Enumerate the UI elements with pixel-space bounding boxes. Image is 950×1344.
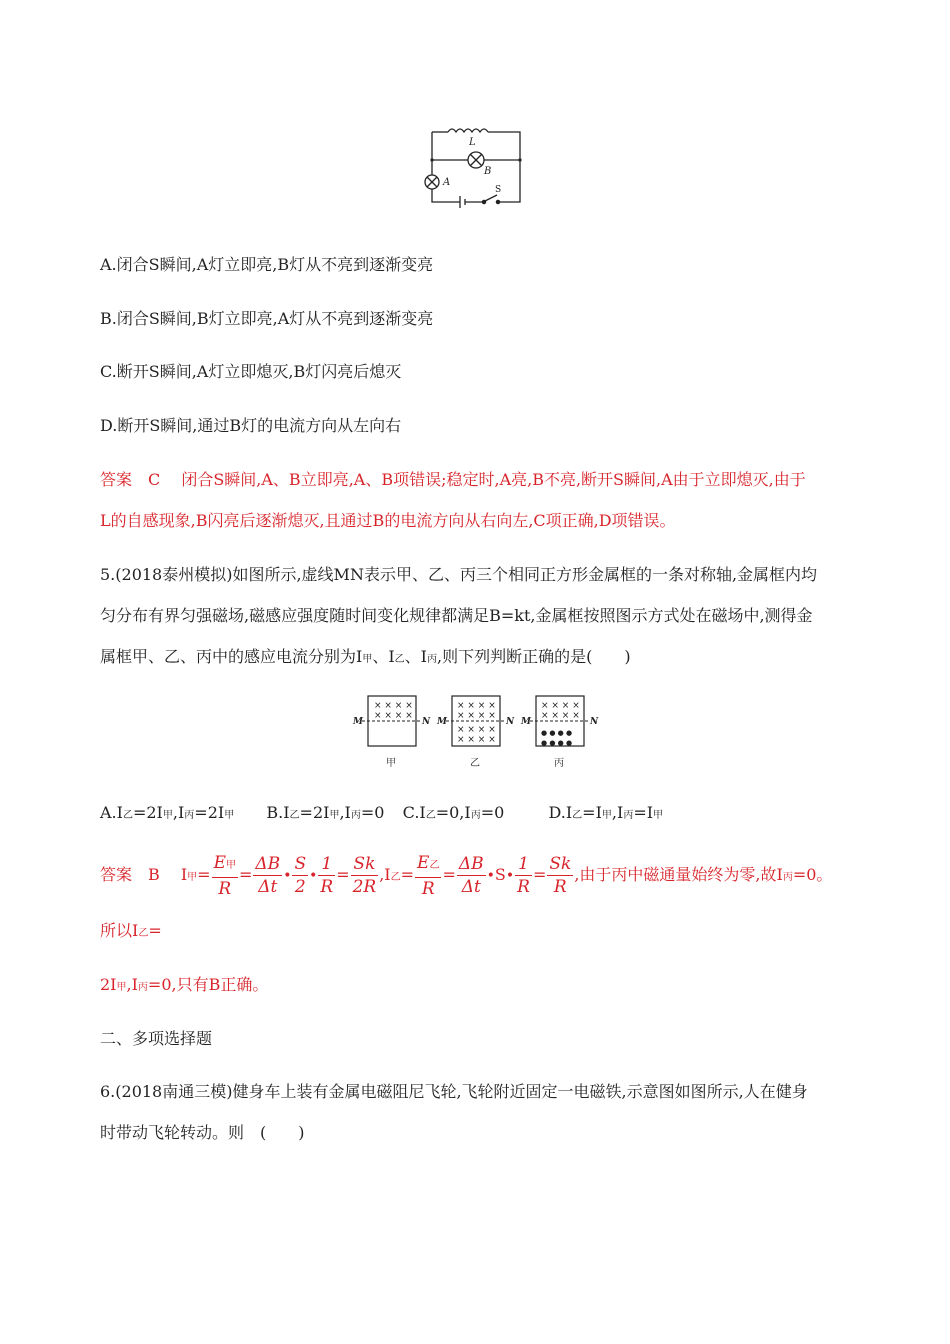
question-6-line1: 6.(2018南通三模)健身车上装有金属电磁阻尼飞轮,飞轮附近固定一电磁铁,示意图如图所示,人在健身 <box>100 1082 808 1101</box>
svg-text:× × × ×: × × × × <box>457 701 496 711</box>
svg-text:N: N <box>506 717 515 727</box>
svg-text:乙: 乙 <box>470 758 480 769</box>
answer-5-line1: 答案 B I甲= $\frac{\text{E甲}}{R}$ = $\frac{\Delta B}{\Delta t}$ • $\frac{S}{2}$ • $\frac{1}{R}$ = $\frac{Sk}{2R}$ ,I乙= $\frac{\text{E乙}}{R}$ = $\frac{\Delta B}{\Delta t}$ •S• $\frac{1}{R}$ = $\frac{Sk}{R}$ ,由于丙中磁通量始终为零,故I丙=0。 <box>100 852 833 899</box>
svg-text:N: N <box>590 717 599 727</box>
svg-text:× × × ×: × × × × <box>457 711 496 721</box>
svg-text:M: M <box>437 717 447 727</box>
option-d: D.断开S瞬间,通过B灯的电流方向从左向右 <box>100 416 402 435</box>
label-S: S <box>495 185 502 195</box>
answer-4-line1: 答案 C 闭合S瞬间,A、B立即亮,A、B项错误;稳定时,A亮,B不亮,断开S瞬间,A由于立即熄灭,由于 <box>100 470 806 489</box>
svg-text:M: M <box>353 717 363 727</box>
question-5-line2: 匀分布有界匀强磁场,磁感应强度随时间变化规律都满足B=kt,金属框按照图示方式处在磁场中,测得金 <box>100 606 813 625</box>
circuit-diagram <box>420 118 530 210</box>
svg-text:× × × ×: × × × × <box>374 701 413 711</box>
answer-5-line3: 2I甲,I丙=0,只有B正确。 <box>100 975 269 994</box>
label-B: B <box>484 166 492 177</box>
svg-text:× × × ×: × × × × <box>457 725 496 735</box>
question-5-options: A.I乙=2I甲,I丙=2I甲 B.I乙=2I甲,I丙=0 C.I乙=0,I丙=0 D.I乙=I甲,I丙=I甲 <box>100 803 664 822</box>
svg-text:M: M <box>521 717 531 727</box>
option-a: A.闭合S瞬间,A灯立即亮,B灯从不亮到逐渐变亮 <box>100 255 434 274</box>
question-5-line1: 5.(2018泰州模拟)如图所示,虚线MN表示甲、乙、丙三个相同正方形金属框的一条对称轴,金属框内均 <box>100 565 818 584</box>
svg-text:× × × ×: × × × × <box>457 735 496 745</box>
answer-5-line2: 所以I乙= <box>100 921 162 940</box>
svg-text:N: N <box>422 717 431 727</box>
svg-text:丙: 丙 <box>554 758 564 769</box>
svg-text:● ● ● ●: ● ● ● ● <box>541 729 573 737</box>
svg-text:× × × ×: × × × × <box>541 711 580 721</box>
section-heading: 二、多项选择题 <box>100 1029 213 1048</box>
option-c: C.断开S瞬间,A灯立即熄灭,B灯闪亮后熄灭 <box>100 362 402 381</box>
svg-text:× × × ×: × × × × <box>541 701 580 711</box>
magnetic-frames-figure <box>350 690 610 772</box>
question-5-line3: 属框甲、乙、丙中的感应电流分别为I甲、I乙、I丙,则下列判断正确的是( ) <box>100 647 631 666</box>
label-L: L <box>469 137 476 148</box>
question-6-line2: 时带动飞轮转动。则 ( ) <box>100 1123 305 1142</box>
svg-text:● ● ● ●: ● ● ● ● <box>541 739 573 747</box>
option-b: B.闭合S瞬间,B灯立即亮,A灯从不亮到逐渐变亮 <box>100 309 434 328</box>
label-A: A <box>443 177 451 188</box>
svg-text:甲: 甲 <box>386 758 396 769</box>
answer-4-line2: L的自感现象,B闪亮后逐渐熄灭,且通过B的电流方向从右向左,C项正确,D项错误。 <box>100 511 676 530</box>
svg-text:× × × ×: × × × × <box>374 711 413 721</box>
